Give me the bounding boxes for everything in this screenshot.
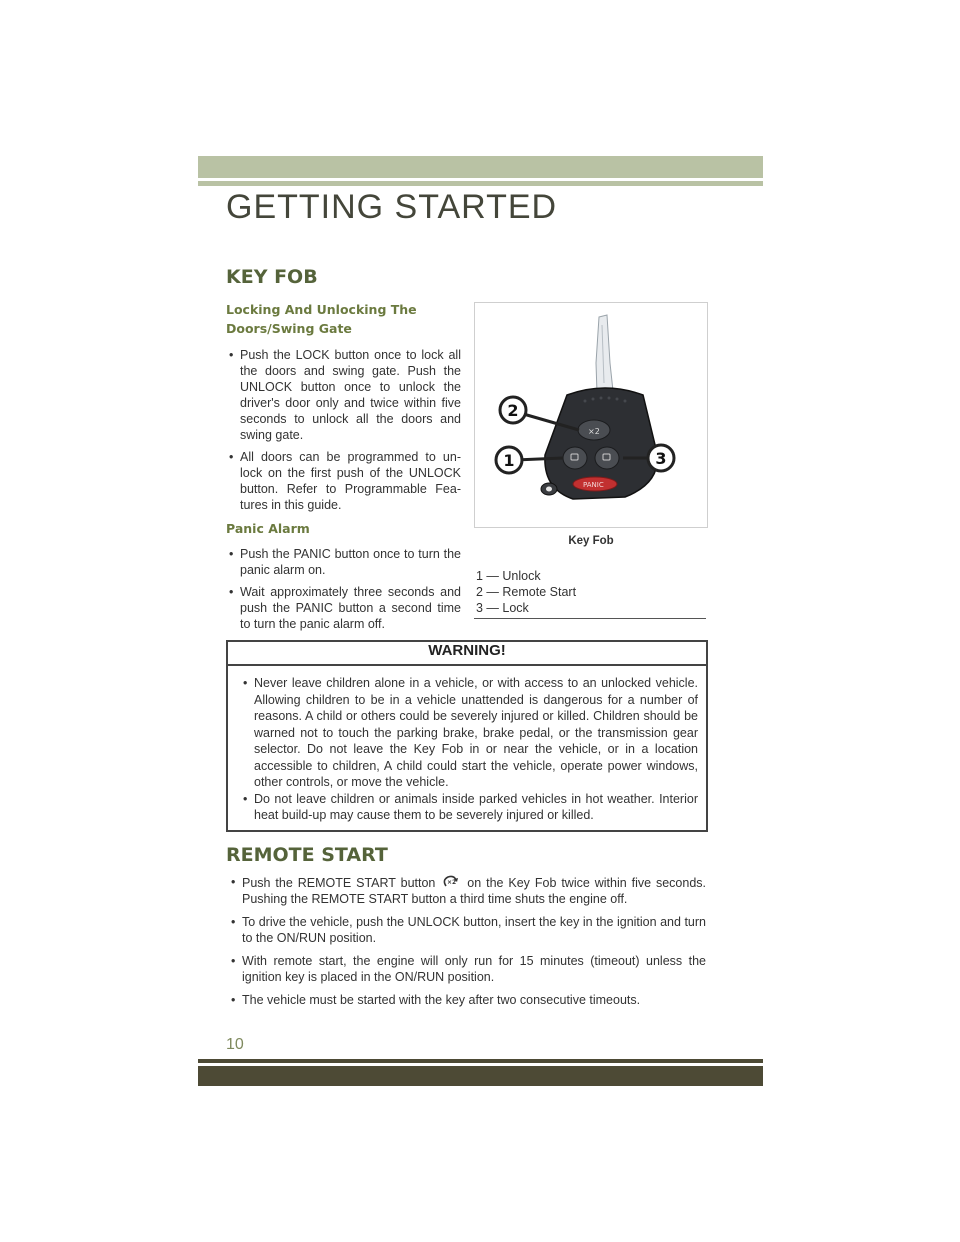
list-item: • To drive the vehicle, push the UNLOCK button, insert the key in the ignition and turn to the ON/RUN position. [228,914,706,946]
panic-list [226,546,461,632]
svg-text:PANIC: PANIC [583,481,604,489]
list-item: • Never leave children alone in a vehicle, or with access to an unlocked vehicle. Allowing children to be in a vehicle unattended is dangerous for a number of reasons. A child or others could be severely injured or killed. Children should be warned not to touch the parking brake, brake pedal, or the transmission gear selector. Do not leave the Key Fob in or near the vehicle, or in a location accessible to children, A child could start the vehicle, operate power windows, other controls, or move the vehicle. [240,675,698,791]
warning-divider [228,664,706,666]
locking-list [226,347,461,513]
callout-2 [500,397,526,423]
remote-start-icon [440,874,462,890]
footer-rule [198,1059,763,1063]
key-fob-illustration [475,303,707,527]
key-fob-left-column [226,300,461,638]
svg-text:×2: ×2 [588,427,600,436]
remote-start-heading: REMOTE START [226,844,388,866]
callout-1 [496,447,522,473]
list-item: • Do not leave children or animals inside parked vehicles in hot weather. Interior heat build-up may cause them to be severely injured or killed. [240,791,698,824]
svg-text:×2: ×2 [447,879,457,886]
header-band [198,156,763,178]
list-item: • Push the LOCK button once to lock all the doors and swing gate. Push the UNLOCK button once to unlock the driver's door only and twice within five seconds to unlock all the doors and swing gate. [226,347,461,443]
svg-text:2: 2 [507,401,519,420]
key-fob-heading: KEY FOB [226,266,318,288]
legend-item: 3 — Lock [476,601,529,615]
list-item: • All doors can be programmed to un-lock on the first push of the UNLOCK button. Refer to Programmable Fea-tures in this guide. [226,449,461,513]
list-item: • The vehicle must be started with the key after two consecutive timeouts. [228,992,706,1008]
list-item: • With remote start, the engine will only run for 15 minutes (timeout) unless the ignition key is placed in the ON/RUN position. [228,953,706,985]
footer-band [198,1066,763,1086]
warning-list [240,675,698,824]
remote-start-list [228,874,706,1015]
svg-text:3: 3 [655,449,667,468]
locking-subheading: Locking And Unlocking The Doors/Swing Gate [226,302,417,336]
panic-subheading: Panic Alarm [226,521,310,536]
svg-text:1: 1 [503,451,515,470]
legend-divider [474,618,706,619]
list-item: • Push the REMOTE START button ×2 on the Key Fob twice within five seconds. Pushing the REMOTE START button a third time shuts the engine off. [228,874,706,907]
section-title: GETTING STARTED [226,188,558,226]
legend-item: 2 — Remote Start [476,585,577,599]
legend-item: 1 — Unlock [476,569,541,583]
list-item: • Wait approximately three seconds and push the PANIC button a second time to turn the panic alarm off. [226,584,461,632]
header-rule [198,181,763,186]
page-number: 10 [226,1036,244,1053]
figure-legend [476,568,576,616]
warning-title: WARNING! [428,642,506,659]
callout-3 [648,445,674,471]
key-fob-figure [474,302,708,528]
figure-caption: Key Fob [568,535,614,547]
list-item: • Push the PANIC button once to turn the panic alarm on. [226,546,461,578]
